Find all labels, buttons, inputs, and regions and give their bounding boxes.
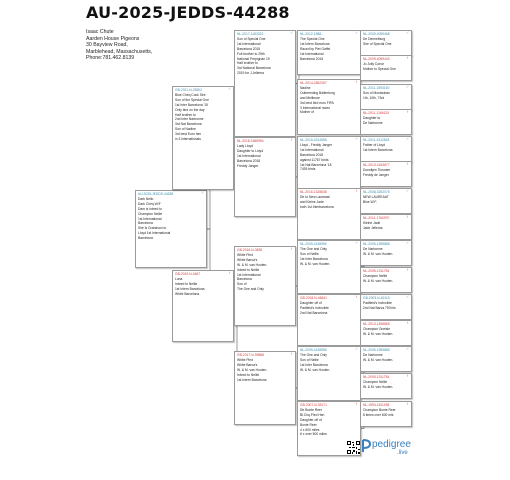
pedigree-text-line: Dark Nello [138,196,154,201]
pedigree-text-line: Daughter off of [300,300,322,305]
pedigree-card-p18[interactable] [360,109,412,135]
male-symbol-icon: ♂ [355,346,358,351]
pedigree-text-line: De Narbonne [363,246,383,251]
male-symbol-icon: ♂ [201,190,204,195]
ring-number: GB-2019-N-0467 [175,272,201,276]
pedigree-text-line: Champion Nellie [138,211,163,216]
ring-number: NL-2012-1658... [300,32,324,36]
pedigree-card-p5[interactable] [234,246,296,326]
pedigree-text-line: Daughter to [363,115,381,120]
pedigree-text-line: Only bird on the day [175,107,205,112]
pedigree-text-line: 1st Inter Barcelona [300,256,328,261]
female-symbol-icon: ♀ [290,137,293,142]
ring-number: NL-2011-4312818 [363,138,390,142]
pedigree-text-line: Blue Cheq Cock Sire [175,92,206,97]
pedigree-text-line: Sire is Grandson to [138,226,167,231]
pedigree-text-line: Son of the Special One [175,97,209,102]
pedigree-text-line: W. & M. van Houten. [363,331,394,336]
female-symbol-icon: ♀ [290,351,293,356]
female-symbol-icon: ♀ [406,267,409,272]
ring-number: GB-2016-N-3835 [237,248,263,252]
ring-number: GB-2007-N-35171 [300,403,327,407]
pedigree-card-p6[interactable] [234,351,296,425]
pedigree-text-line: Barcelona 2018 [300,152,324,157]
pedigree-card-p2[interactable] [172,270,234,342]
pedigree-card-p11[interactable] [297,240,361,294]
pedigree-text-line: Son of Special One [237,36,266,41]
pedigree-text-line: The One and Only [300,352,327,357]
male-symbol-icon: ♂ [355,240,358,245]
pedigree-card-p21[interactable] [360,188,412,214]
pedigree-card-p7[interactable] [297,30,361,75]
female-symbol-icon: ♀ [406,109,409,114]
male-symbol-icon: ♂ [406,136,409,141]
ring-number: NL-2005-1311754 [363,269,390,273]
pedigree-text-line: W. & M. van Houten. [363,278,394,283]
pedigree-text-line: both 1st Interbarcelona [300,204,334,209]
pedigree-card-p25[interactable] [360,294,412,320]
pedigree-logo-icon [361,439,371,453]
pedigree-text-line: 1st Inter Barcelona [300,362,328,367]
pedigree-text-line: Son of Nellie [300,357,319,362]
pedigree-text-line: 1st Nat Barcelona '18 [300,162,332,167]
pedigree-text-line: Inbred to Nellie [237,267,260,272]
ring-number: NL-2014-4362267 [300,81,327,85]
pedigree-text-line: Padfield's Invincible [363,300,392,305]
pedigree-text-line: and Meilleure [300,95,320,100]
pedigree-text-line: Lady Lloyd [237,143,253,148]
pedigree-text-line: Mother to Special One [363,66,396,71]
pedigree-text-line: 1st Inter Barcelona '15 [175,102,208,107]
pedigree-text-line: White Pied [237,357,253,362]
pedigree-text-line: 3 International races [300,105,330,110]
pedigree-text-line: against 11767 birds [300,157,329,162]
pedigree-text-line: White Barcelona [175,291,200,296]
pedigree-text-line: Lloyd 1st International [138,231,171,236]
pedigree-text-line: Outbreeding Ballenburg [300,90,335,95]
female-symbol-icon: ♀ [406,55,409,60]
ring-number: AU-2025-JEDDS-44288 [138,192,174,196]
pedigree-text-line: Dorwitjen Tiunnem [363,167,391,172]
pedigree-text-line: Jo Jolly Coeur [363,61,384,66]
pedigree-card-p8[interactable] [297,79,361,135]
pedigree-text-line: W. & M. van Houten. [237,262,268,267]
ring-number: NL-2011-1593150 [363,86,390,90]
pedigree-card-p17[interactable] [360,84,412,110]
ring-number: NL-2008-3252075 [363,190,390,194]
pedigree-text-line: Son of [237,282,247,287]
pedigree-text-line: Father of Lloyd [363,142,385,147]
ring-number: NL-2005-1311754 [363,375,390,379]
ring-number: NL-2009-4099443 [363,57,390,61]
pedigree-text-line: Half brother to [175,112,196,117]
pedigree-text-line: Barcelona 2015 [300,56,324,61]
pedigree-text-line: 2019 for J.Jellema [237,71,264,76]
pedigree-card-p20[interactable] [360,161,412,187]
pedigree-card-p23[interactable] [360,240,412,266]
brand-name: pedigree [372,439,411,450]
pedigree-card-p1[interactable] [172,86,234,190]
ring-number: NL-2016-1328638 [300,190,327,194]
pedigree-text-line: Barcelona 2018 [237,158,261,163]
ring-number: GB-2003-N-62115 [363,296,390,300]
pedigree-text-line: Daughter to Lloyd [237,148,264,153]
pedigree-text-line: W. & M. van Houten. [300,367,331,372]
male-symbol-icon: ♂ [355,30,358,35]
pedigree-text-line: 3rd best Euro hen [175,132,202,137]
ring-number: NL-2017-1183323 [237,32,264,36]
pedigree-text-line: W. & M. van Houten. [363,384,394,389]
brand-tld: .live [397,450,408,456]
owner-name: Isaac Chute [86,29,114,35]
pedigree-text-line: The Special One [300,36,325,41]
pedigree-text-line: 3rd best bird euro FIPA [300,100,334,105]
pedigree-title: AU-2025-JEDDS-44288 [86,3,290,22]
pedigree-text-line: W. & M. van Houten. [363,251,394,256]
pedigree-text-line: Bl.Chq.Pied Hen [300,412,325,417]
pedigree-text-line: 1st International [138,216,162,221]
pedigree-card-p13[interactable] [297,346,361,401]
owner-street: 30 Bayview Road, [86,42,128,49]
pedigree-text-line: Sire of Special One [363,41,392,46]
pedigree-card-p12[interactable] [297,294,361,346]
female-symbol-icon: ♀ [355,294,358,299]
pedigree-card-p27[interactable] [360,346,412,372]
pedigree-card-p15[interactable] [360,30,412,56]
qr-code [347,441,360,454]
male-symbol-icon: ♂ [406,188,409,193]
pedigree-text-line: Mother of [300,110,314,115]
ring-number: NL-2006-1955886 [363,348,390,352]
male-symbol-icon: ♂ [290,30,293,35]
owner-city: Marblehead, Massachusetts, [86,48,153,55]
pedigree-text-line: Champion Gneisie [363,326,391,331]
pedigree-text-line: 4 x 600 miles [300,427,320,432]
owner-phone: Phone:781.462.8139 [86,55,135,62]
pedigree-text-line: 3rd National Barcelona [237,66,271,71]
pedigree-card-p19[interactable] [360,136,412,162]
female-symbol-icon: ♀ [406,320,409,325]
pedigree-text-line: Son of Nellie [300,251,319,256]
pedigree-text-line: Champion Nellie [363,379,388,384]
pedigree-text-line: Inbred to Nellie [237,372,260,377]
ring-number: NL-2009-4099468 [363,32,390,36]
pedigree-text-line: Nadine [300,85,311,90]
pedigree-text-line: 1th, 10th, 73rd [363,95,385,100]
pedigree-card-p26[interactable] [360,320,412,346]
pedigree-text-line: Raced by Piet Gaffel [300,46,331,51]
pedigree-text-line: 1st International [237,41,261,46]
pedigree-text-line: Half brother to [237,61,258,66]
ring-number: NL-2018-1668994 [237,139,264,143]
pedigree-text-line: Padfield's Invincible [300,305,329,310]
female-symbol-icon: ♀ [406,161,409,166]
ring-number: GB-2018-N-46641 [300,296,327,300]
pedigree-card-p28[interactable] [360,373,412,399]
pedigree-text-line: White Barca's [237,257,258,262]
pedigree-text-line: Daughter off of [300,417,322,422]
male-symbol-icon: ♂ [406,240,409,245]
pedigree-text-line: in 3 internationals [175,137,201,142]
ring-number: GB-2021-N-25502 [175,88,202,92]
pedigree-text-line: 2nd Nat Barca 757mls [363,305,396,310]
pedigree-text-line: Blue W.F. [363,199,377,204]
pedigree-text-line: 1st Intern Barcelona [237,377,267,382]
pedigree-card-p22[interactable] [360,214,412,240]
pedigree-card-p16[interactable] [360,55,412,81]
pedigree-text-line: Dam is inbred to [138,206,163,211]
pedigree-text-line: National Perpignan 19 [237,56,270,61]
pedigree-text-line: Barcelona [237,277,252,282]
pedigree-live-logo[interactable] [361,435,421,465]
ring-number: NL-2009-4138596 [300,242,327,246]
pedigree-text-line: 8 times over 600 mls [363,412,394,417]
pedigree-text-line: 1st Intern Barcelona [300,41,330,46]
pedigree-text-line: Jade Jellema [363,225,383,230]
male-symbol-icon: ♂ [228,86,231,91]
pedigree-text-line: 1st Intern Barcelona [363,147,393,152]
pedigree-text-line: Freddy Janger [237,163,259,168]
ring-number: NL-2013-4163677 [363,163,390,167]
pedigree-text-line: Full brother to 29th [237,51,265,56]
pedigree-card-p10[interactable] [297,188,361,240]
pedigree-card-p3[interactable] [234,30,296,137]
pedigree-text-line: 2nd Inter Narbonne [175,117,204,122]
female-symbol-icon: ♀ [406,401,409,406]
ring-number: NL-2015-4314556 [300,138,327,142]
pedigree-text-line: Freddy de Janger [363,172,389,177]
pedigree-text-line: 7439 birds [300,167,316,172]
male-symbol-icon: ♂ [406,346,409,351]
pedigree-text-line: Barcelona [138,236,153,241]
pedigree-text-line: Luna [175,276,183,281]
female-symbol-icon: ♀ [406,214,409,219]
pedigree-text-line: De Dennelburg [363,36,386,41]
pedigree-text-line: 1st Intern Barcelona [175,286,205,291]
female-symbol-icon: ♀ [355,188,358,193]
pedigree-text-line: Kleine Jade [363,220,381,225]
ring-number: NL-2009-4138596 [300,348,327,352]
pedigree-text-line: 1st International [237,153,261,158]
pedigree-text-line: De Narbonne [363,352,383,357]
female-symbol-icon: ♀ [355,401,358,406]
pedigree-text-line: Dtr Bonte Reer [300,407,322,412]
pedigree-text-line: 1st International [300,147,324,152]
ring-number: NL-1993-1811038 [363,403,390,407]
pedigree-text-line: The One and Only [237,287,264,292]
male-symbol-icon: ♂ [406,84,409,89]
male-symbol-icon: ♂ [406,294,409,299]
pedigree-text-line: Inbred to Nellie [175,281,198,286]
pedigree-text-line: The One and Only [300,246,327,251]
pedigree-card-p0[interactable] [135,190,207,268]
pedigree-text-line: 6 x over 500 miles [300,432,327,437]
pedigree-text-line: 1st International [237,272,261,277]
pedigree-text-line: Barcelona [138,221,153,226]
pedigree-text-line: Son of Montauban [363,90,390,95]
pedigree-text-line: Barcelona 2015 [237,46,261,51]
pedigree-text-line: 3rd Nat Barcelona [175,122,202,127]
ring-number: NL-2013-1458865 [363,322,390,326]
pedigree-text-line: NEW LAUREAAT [363,194,389,199]
pedigree-text-line: and Kleine Jade [300,199,324,204]
pedigree-text-line: Dark Cheq W/F [138,201,161,206]
pedigree-text-line: 1st International [300,51,324,56]
pedigree-text-line: W. & M. van Houten. [237,367,268,372]
male-symbol-icon: ♂ [406,30,409,35]
pedigree-text-line: Lloyd - Freddy Janger [300,142,333,147]
ring-number: NL-2006-1955886 [363,242,390,246]
pedigree-text-line: W. & M. van Houten. [300,261,331,266]
pedigree-text-line: W. & M. van Houten. [363,357,394,362]
owner-loft: Aarden House Pigeons [86,35,140,42]
pedigree-text-line: Champion Bonte Reer [363,407,396,412]
male-symbol-icon: ♂ [355,136,358,141]
ring-number: NL-2011-1166120 [363,111,390,115]
ring-number: GB-2017-N-99858 [237,353,264,357]
pedigree-text-line: 2nd Nat Barcelona [300,310,328,315]
ring-number: NL-2011-1760970 [363,216,390,220]
female-symbol-icon: ♀ [355,79,358,84]
pedigree-card-p4[interactable] [234,137,296,217]
female-symbol-icon: ♀ [228,270,231,275]
pedigree-text-line: Champion Nellie [363,273,388,278]
female-symbol-icon: ♀ [290,246,293,251]
pedigree-text-line: Dtr to New Laureaat [300,194,330,199]
pedigree-text-line: De Narbonne [363,120,383,125]
pedigree-card-p29[interactable] [360,401,412,427]
pedigree-text-line: White Barca's [237,362,258,367]
pedigree-text-line: Bonte Reer [300,422,317,427]
pedigree-card-p24[interactable] [360,267,412,293]
pedigree-text-line: White Pied [237,252,253,257]
female-symbol-icon: ♀ [406,373,409,378]
pedigree-text-line: Son of Nadine [175,127,196,132]
